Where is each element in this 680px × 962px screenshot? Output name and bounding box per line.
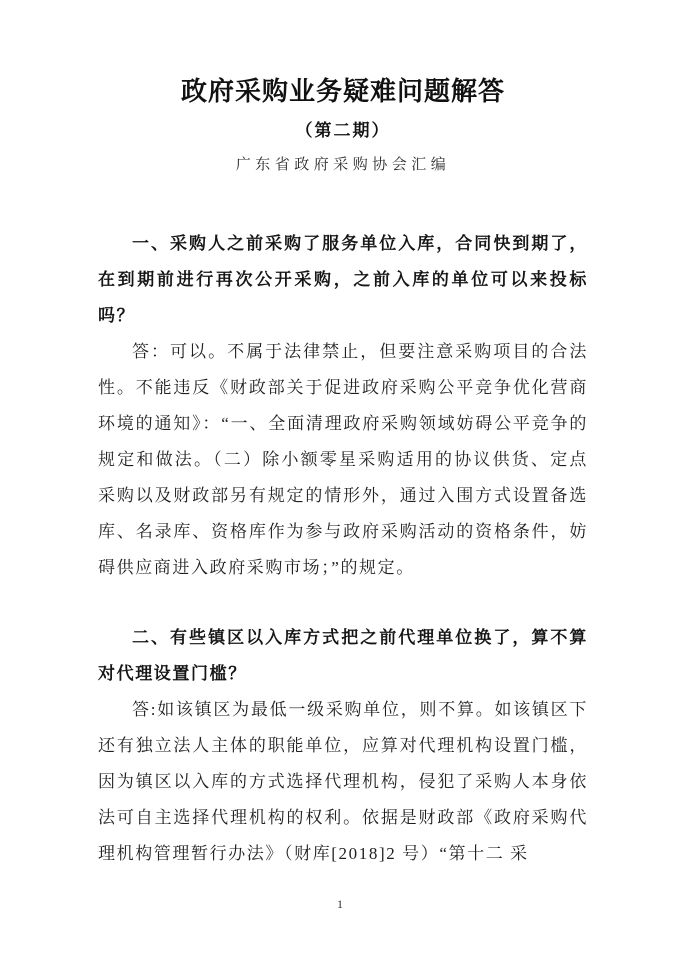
document-subtitle: （第二期） xyxy=(295,121,391,140)
answer-1-paragraph: 答：可以。不属于法律禁止，但要注意采购项目的合法性。不能违反《财政部关于促进政府采购公平竞争优化营商环境的通知》：“一、全面清理政府采购领域妨碍公平竞争的规定和做法。（二）除小额零星采购适用的协议供货、定点采购以及财政部另有规定的情形外，通过入围方式设置备选库、名录库、资格库作为参与政府采购活动的资格条件，妨碍供应商进入政府采购市场；”的规定。 xyxy=(98,342,588,577)
question-2-paragraph: 二、有些镇区以入库方式把之前代理单位换了，算不算对代理设置门槛？ xyxy=(98,628,588,683)
question-1-paragraph: 一、采购人之前采购了服务单位入库，合同快到期了，在到期前进行再次公开采购，之前入库的单位可以来投标吗？ xyxy=(98,234,588,325)
page-number: 1 xyxy=(337,897,343,911)
qa-section-1 xyxy=(98,226,588,586)
document-title: 政府采购业务疑难问题解答 xyxy=(180,77,505,106)
qa-section-2 xyxy=(98,620,588,872)
answer-2-paragraph: 答:如该镇区为最低一级采购单位，则不算。如该镇区下还有独立法人主体的职能单位，应算对代理机构设置门槛，因为镇区以入库的方式选择代理机构，侵犯了采购人本身依法可自主选择代理机构的权利。依据是财政部《政府采购代理机构管理暂行办法》（财库[2018]2 号）“第十二 采 xyxy=(98,700,588,863)
document-compiler-line: 广东省政府采购协会汇编 xyxy=(235,157,451,173)
